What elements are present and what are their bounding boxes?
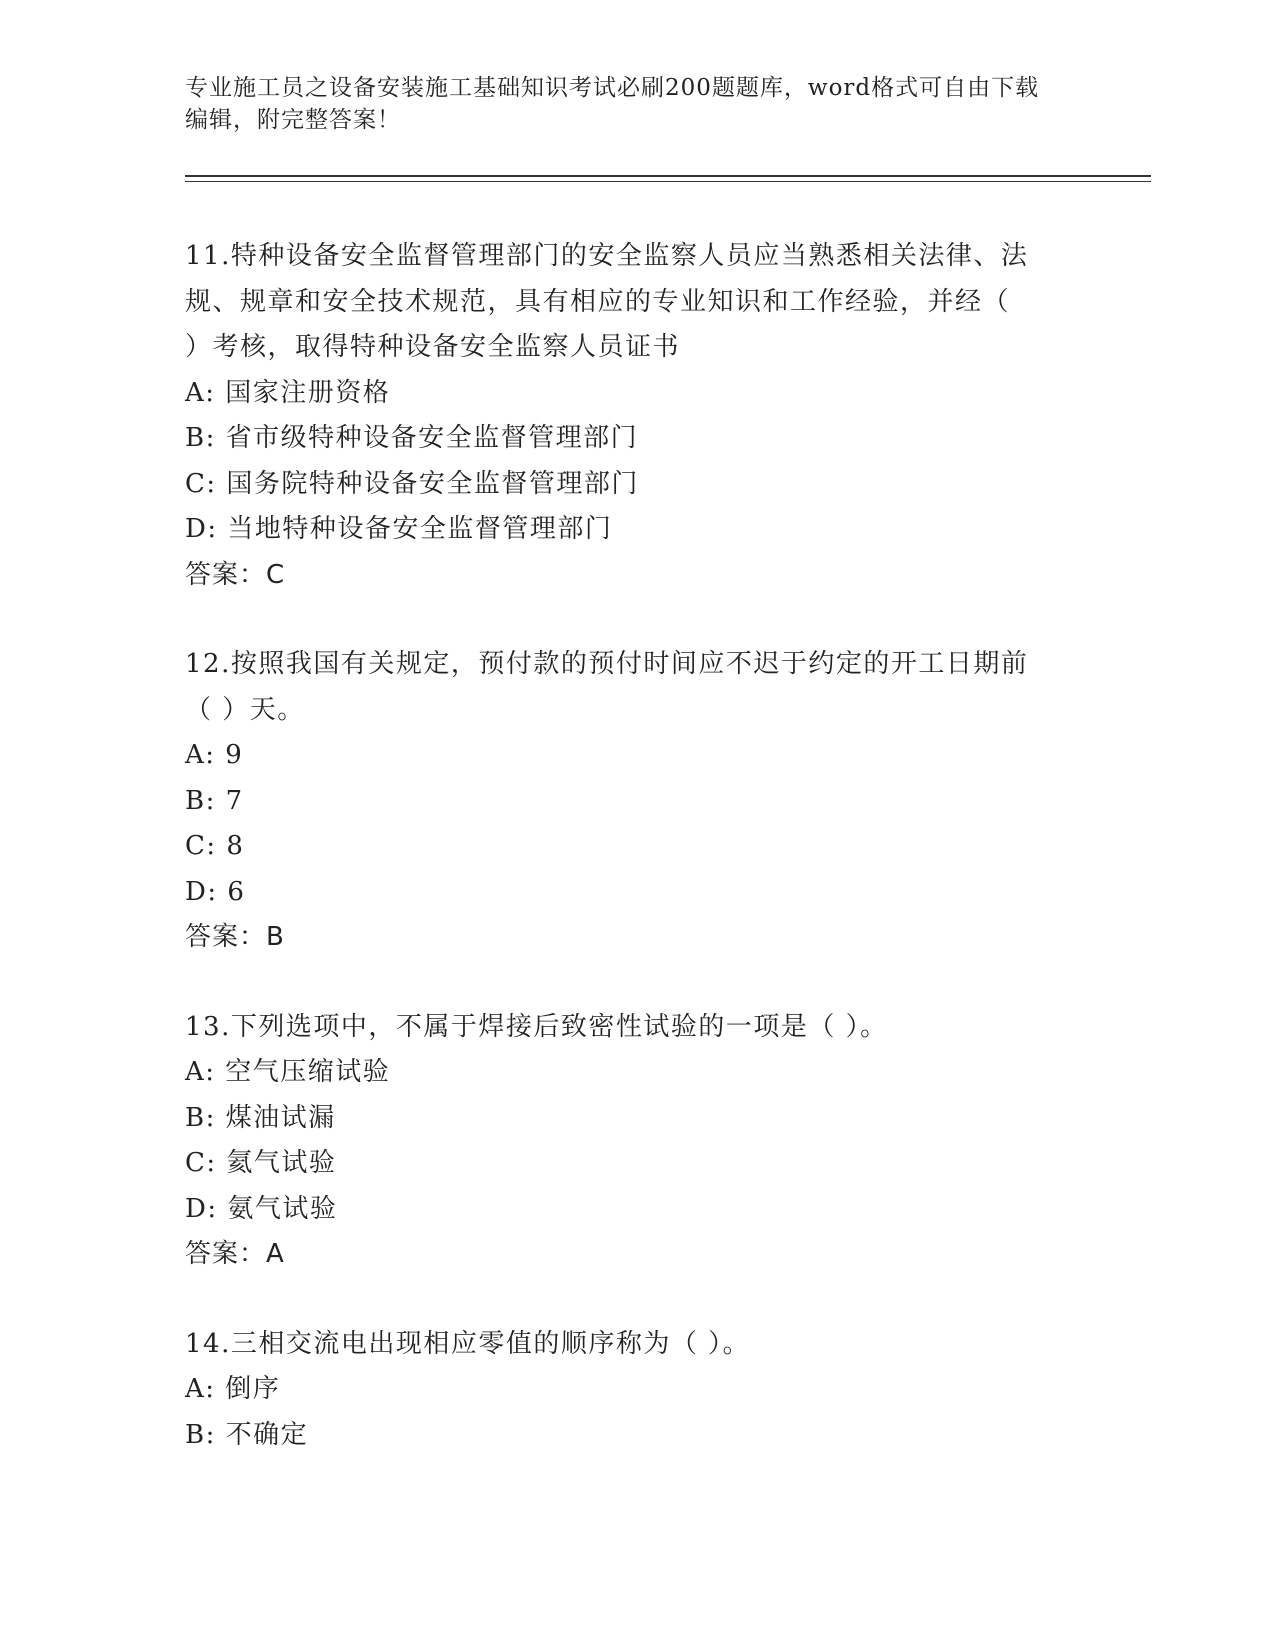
option-a: A: 空气压缩试验 [185,1057,391,1087]
question-13 [185,1005,1085,1278]
option-b: B: 煤油试漏 [185,1102,336,1133]
question-text-line: （ ）天。 [185,694,305,725]
option-d: D: 6 [185,876,246,907]
answer-line: 答案：A [185,1239,285,1269]
question-11 [185,234,1085,598]
option-b: B: 省市级特种设备安全监督管理部门 [185,423,639,453]
question-text-line: 13.下列选项中，不属于焊接后致密性试验的一项是（ ）。 [185,1011,888,1042]
question-text-line: ）考核，取得特种设备安全监察人员证书 [185,332,681,362]
header-title-line-2: 编辑，附完整答案！ [185,107,401,133]
question-list [185,234,1085,1502]
question-text-line: 规、规章和安全技术规范，具有相应的专业知识和工作经验，并经（ [185,286,1011,317]
option-c: C: 8 [185,831,245,861]
option-c: C: 国务院特种设备安全监督管理部门 [185,468,639,499]
option-a: A: 国家注册资格 [185,377,391,408]
question-12 [185,642,1085,961]
document-header [185,72,1085,136]
option-c: C: 氦气试验 [185,1148,337,1178]
answer-line: 答案：C [185,559,286,590]
option-b: B: 不确定 [185,1419,309,1450]
option-a: A: 9 [185,740,244,770]
option-d: D: 氨气试验 [185,1193,338,1224]
option-a: A: 倒序 [185,1374,281,1404]
question-14 [185,1322,1085,1459]
question-text-line: 14.三相交流电出现相应零值的顺序称为（ ）。 [185,1328,751,1359]
answer-line: 答案：B [185,922,285,952]
header-divider-thick [185,175,1151,177]
question-text-line: 11.特种设备安全监督管理部门的安全监察人员应当熟悉相关法律、法 [185,241,1029,271]
header-title-line-1: 专业施工员之设备安装施工基础知识考试必刷200题题库，word格式可自由下载 [185,75,1040,101]
header-divider-thin [185,181,1151,182]
option-b: B: 7 [185,785,244,816]
question-text-line: 12.按照我国有关规定，预付款的预付时间应不迟于约定的开工日期前 [185,649,1029,679]
option-d: D: 当地特种设备安全监督管理部门 [185,514,613,544]
